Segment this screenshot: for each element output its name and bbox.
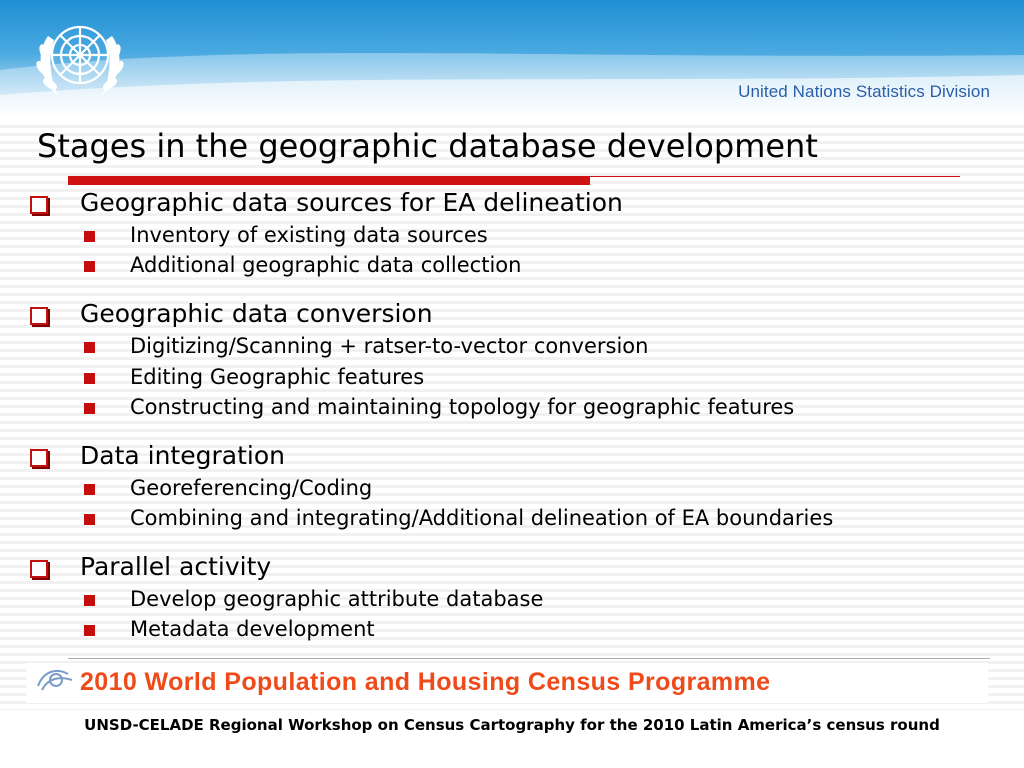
title-underline-line: [590, 176, 960, 177]
census-banner-text: 2010 World Population and Housing Census Programme: [80, 668, 771, 696]
list-item: Constructing and maintaining topology for geographic features: [130, 395, 795, 419]
square-bullet-icon: [84, 342, 95, 353]
list-item: Inventory of existing data sources: [130, 223, 488, 247]
title-underline-bar: [68, 176, 590, 185]
square-bullet-icon: [84, 625, 95, 636]
list-item: Develop geographic attribute database: [130, 587, 544, 611]
checkbox-bullet-icon: [30, 307, 48, 325]
square-bullet-icon: [84, 231, 95, 242]
un-emblem-icon: [28, 8, 132, 108]
footer-text: UNSD-CELADE Regional Workshop on Census Cartography for the 2010 Latin America’s census round: [84, 716, 940, 734]
division-name: United Nations Statistics Division: [738, 82, 990, 101]
square-bullet-icon: [84, 403, 95, 414]
page-title: Stages in the geographic database development: [37, 127, 818, 165]
square-bullet-icon: [84, 484, 95, 495]
list-item: Georeferencing/Coding: [130, 476, 373, 500]
list-item: Combining and integrating/Additional delineation of EA boundaries: [130, 506, 834, 530]
list-item: Metadata development: [130, 617, 375, 641]
checkbox-bullet-icon: [30, 196, 48, 214]
list-item: Additional geographic data collection: [130, 253, 522, 277]
square-bullet-icon: [84, 595, 95, 606]
section-heading: Geographic data conversion: [80, 299, 433, 328]
checkbox-bullet-icon: [30, 449, 48, 467]
section-heading: Parallel activity: [80, 552, 272, 581]
square-bullet-icon: [84, 373, 95, 384]
list-item: Editing Geographic features: [130, 365, 425, 389]
checkbox-bullet-icon: [30, 560, 48, 578]
footer-divider: [68, 658, 990, 659]
section-heading: Geographic data sources for EA delineation: [80, 188, 623, 217]
census-logo-icon: [34, 664, 78, 696]
square-bullet-icon: [84, 514, 95, 525]
section-heading: Data integration: [80, 441, 285, 470]
list-item: Digitizing/Scanning + ratser-to-vector conversion: [130, 334, 649, 358]
square-bullet-icon: [84, 261, 95, 272]
